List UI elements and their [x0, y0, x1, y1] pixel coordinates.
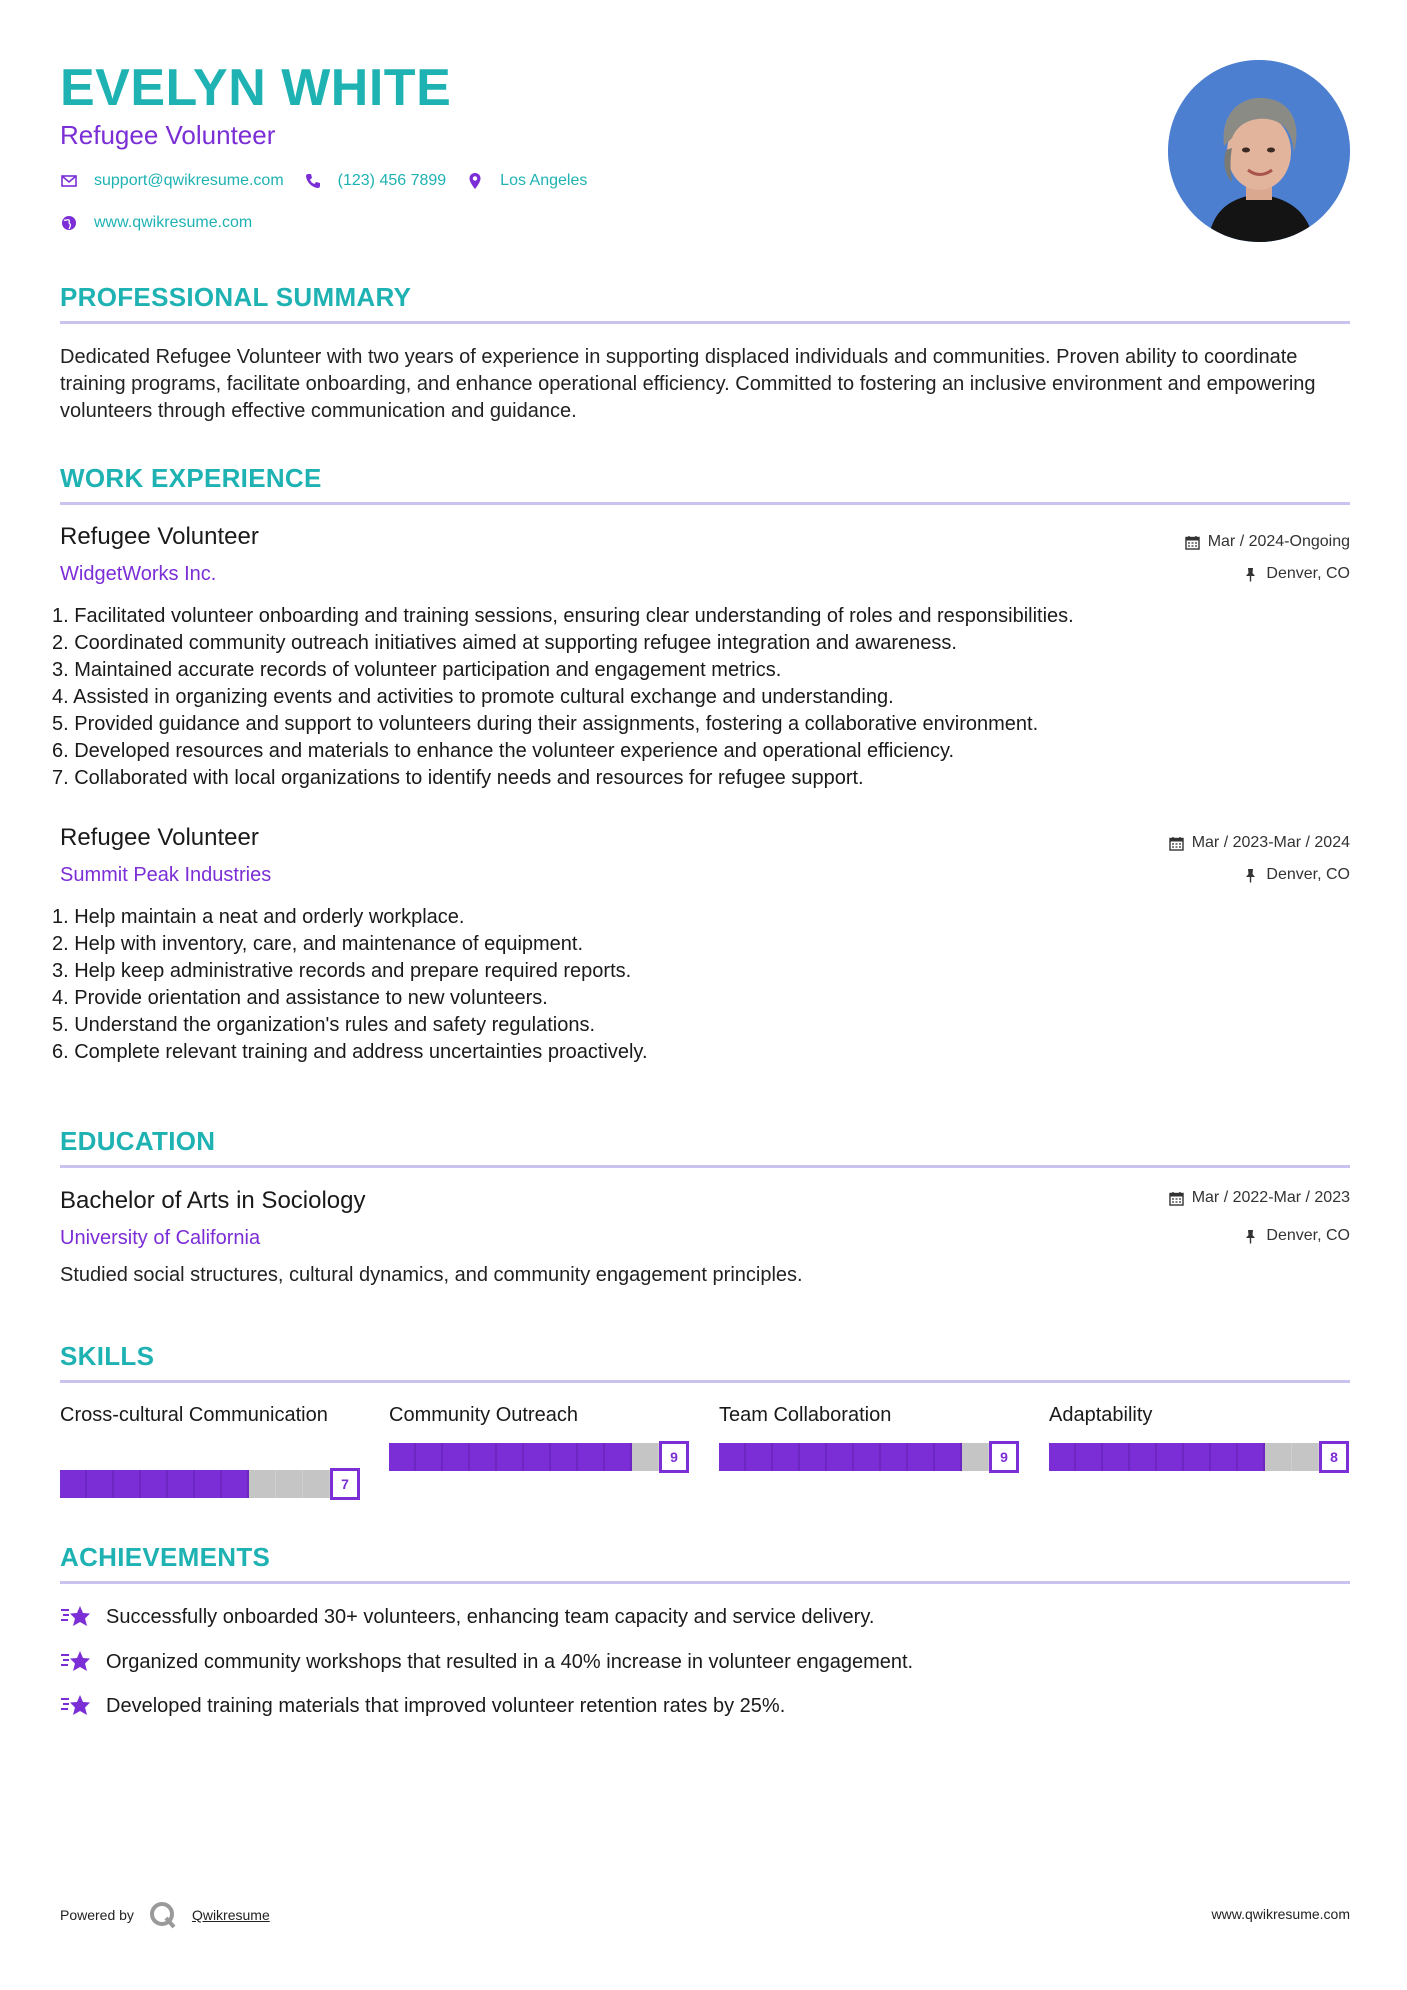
skill-bar: [389, 1441, 689, 1471]
achievements-divider: [60, 1581, 1350, 1584]
summary-text: Dedicated Refugee Volunteer with two years of experience in supporting displaced individuals and communities. Proven ability to coordinate training programs, facilitate onboarding, and enhance operational efficiency. Committed to fostering an inclusive environment and empowering volunteers through effective communication and guidance.: [60, 346, 1316, 422]
calendar-icon: [1169, 836, 1184, 851]
skill-level-badge: 8: [1319, 1441, 1349, 1473]
phone-icon: [304, 172, 322, 190]
education-dates: [1169, 1189, 1350, 1207]
achievement-text: Developed training materials that improved volunteer retention rates by 25%.: [106, 1694, 786, 1717]
candidate-title: Refugee Volunteer: [60, 120, 276, 150]
skill-bar-fill: [389, 1443, 632, 1471]
education-location-text: Denver, CO: [1266, 1227, 1350, 1244]
list-item: 1. Facilitated volunteer onboarding and training sessions, ensuring clear understanding of roles and responsibilities.: [52, 605, 1074, 627]
job-company: Summit Peak Industries: [60, 864, 272, 886]
skill-bar-segment: [632, 1443, 659, 1471]
list-item: 3. Help keep administrative records and prepare required reports.: [52, 960, 632, 982]
list-item: 6. Complete relevant training and address uncertainties proactively.: [52, 1041, 648, 1063]
envelope-icon: [60, 172, 78, 190]
contact-location: [466, 172, 587, 190]
achievements-heading: ACHIEVEMENTS: [60, 1542, 271, 1572]
education-description: Studied social structures, cultural dynamics, and community engagement principles.: [60, 1264, 803, 1286]
contact-email[interactable]: [60, 172, 284, 190]
summary-heading: PROFESSIONAL SUMMARY: [60, 282, 412, 312]
experience-divider: [60, 502, 1350, 505]
pushpin-icon: [1243, 1229, 1258, 1244]
skill-bar-segment: [1292, 1443, 1319, 1471]
skill-level-badge: 9: [989, 1441, 1019, 1473]
footer-url[interactable]: www.qwikresume.com: [1211, 1906, 1350, 1922]
education-location: [1243, 1227, 1350, 1245]
skill-bar-segment: [962, 1443, 989, 1471]
powered-by-label: Powered by: [60, 1907, 134, 1923]
job-location-text: Denver, CO: [1266, 866, 1350, 883]
list-item: 7. Collaborated with local organizations to identify needs and resources for refugee support.: [52, 767, 864, 789]
achievement-item: [60, 1693, 785, 1719]
map-pin-icon: [466, 172, 484, 190]
skill-bar-fill: [60, 1470, 249, 1498]
job-dates-text: Mar / 2023-Mar / 2024: [1191, 834, 1350, 851]
star-icon: [60, 1693, 92, 1719]
calendar-icon: [1169, 1191, 1184, 1206]
skill-item: [719, 1402, 1019, 1465]
education-heading: EDUCATION: [60, 1126, 216, 1156]
skill-name: Team Collaboration: [719, 1404, 892, 1426]
email-text: support@qwikresume.com: [94, 172, 284, 189]
education-divider: [60, 1165, 1350, 1168]
list-item: 5. Understand the organization's rules and safety regulations.: [52, 1014, 596, 1036]
contact-phone[interactable]: [304, 172, 447, 190]
contact-row: [60, 172, 607, 190]
job-bullet-list: [52, 904, 1352, 1066]
skill-name: Adaptability: [1049, 1404, 1153, 1426]
list-item: 2. Coordinated community outreach initiatives aimed at supporting refugee integration and awareness.: [52, 632, 957, 654]
achievement-text: Successfully onboarded 30+ volunteers, enhancing team capacity and service delivery.: [106, 1605, 875, 1628]
skill-level-badge: 7: [330, 1468, 360, 1500]
calendar-icon: [1185, 535, 1200, 550]
skill-item: [1049, 1402, 1349, 1465]
job-title: Refugee Volunteer: [60, 523, 259, 550]
job-dates-text: Mar / 2024-Ongoing: [1207, 533, 1350, 550]
job-location: [1243, 866, 1350, 884]
achievement-item: [60, 1649, 913, 1675]
skill-item: [60, 1402, 360, 1492]
pushpin-icon: [1243, 567, 1258, 582]
skill-bar-segment: [276, 1470, 303, 1498]
candidate-name: EVELYN WHITE: [60, 59, 452, 117]
job-title: Refugee Volunteer: [60, 824, 259, 851]
skills-heading: SKILLS: [60, 1341, 155, 1371]
list-item: 6. Developed resources and materials to enhance the volunteer experience and operational efficiency.: [52, 740, 955, 762]
education-dates-text: Mar / 2022-Mar / 2023: [1191, 1189, 1350, 1206]
skill-bar: [719, 1441, 1019, 1471]
star-icon: [60, 1649, 92, 1675]
skill-bar: [1049, 1441, 1349, 1471]
list-item: 3. Maintained accurate records of volunteer participation and engagement metrics.: [52, 659, 782, 681]
job-company: WidgetWorks Inc.: [60, 563, 217, 585]
summary-divider: [60, 321, 1350, 324]
footer-powered-by: [60, 1900, 270, 1930]
list-item: 1. Help maintain a neat and orderly workplace.: [52, 906, 465, 928]
avatar-portrait-icon: [1168, 60, 1350, 242]
job-bullet-list: [52, 603, 1352, 792]
skill-bar-segment: [249, 1470, 276, 1498]
skill-bar-fill: [1049, 1443, 1265, 1471]
list-item: 5. Provided guidance and support to volunteers during their assignments, fostering a collaborative environment.: [52, 713, 1039, 735]
contact-website[interactable]: [60, 214, 252, 232]
skill-name: Cross-cultural Communication: [60, 1404, 328, 1426]
skill-item: [389, 1402, 689, 1465]
skill-bar-fill: [719, 1443, 962, 1471]
achievement-item: [60, 1604, 874, 1630]
job-location: [1243, 565, 1350, 583]
degree-title: Bachelor of Arts in Sociology: [60, 1187, 366, 1214]
website-row: [60, 214, 272, 232]
job-dates: [1185, 533, 1350, 551]
location-text: Los Angeles: [500, 172, 588, 189]
profile-photo: [1168, 60, 1350, 242]
pushpin-icon: [1243, 868, 1258, 883]
globe-icon: [60, 214, 78, 232]
achievement-text: Organized community workshops that resulted in a 40% increase in volunteer engagement.: [106, 1650, 914, 1673]
experience-heading: WORK EXPERIENCE: [60, 463, 322, 493]
qwikresume-logo-icon: [148, 1900, 178, 1930]
skills-divider: [60, 1380, 1350, 1383]
qwikresume-link[interactable]: Qwikresume: [191, 1907, 270, 1923]
list-item: 4. Provide orientation and assistance to new volunteers.: [52, 987, 548, 1009]
star-icon: [60, 1604, 92, 1630]
website-text: www.qwikresume.com: [94, 214, 253, 231]
skill-bar: [60, 1468, 360, 1498]
list-item: 2. Help with inventory, care, and maintenance of equipment.: [52, 933, 584, 955]
list-item: 4. Assisted in organizing events and activities to promote cultural exchange and understanding.: [52, 686, 894, 708]
job-dates: [1169, 834, 1350, 852]
job-location-text: Denver, CO: [1266, 565, 1350, 582]
phone-text: (123) 456 7899: [337, 172, 447, 189]
skill-level-badge: 9: [659, 1441, 689, 1473]
skill-bar-segment: [1265, 1443, 1292, 1471]
skill-name: Community Outreach: [389, 1404, 578, 1426]
school-name: University of California: [60, 1227, 261, 1249]
skill-bar-segment: [303, 1470, 330, 1498]
